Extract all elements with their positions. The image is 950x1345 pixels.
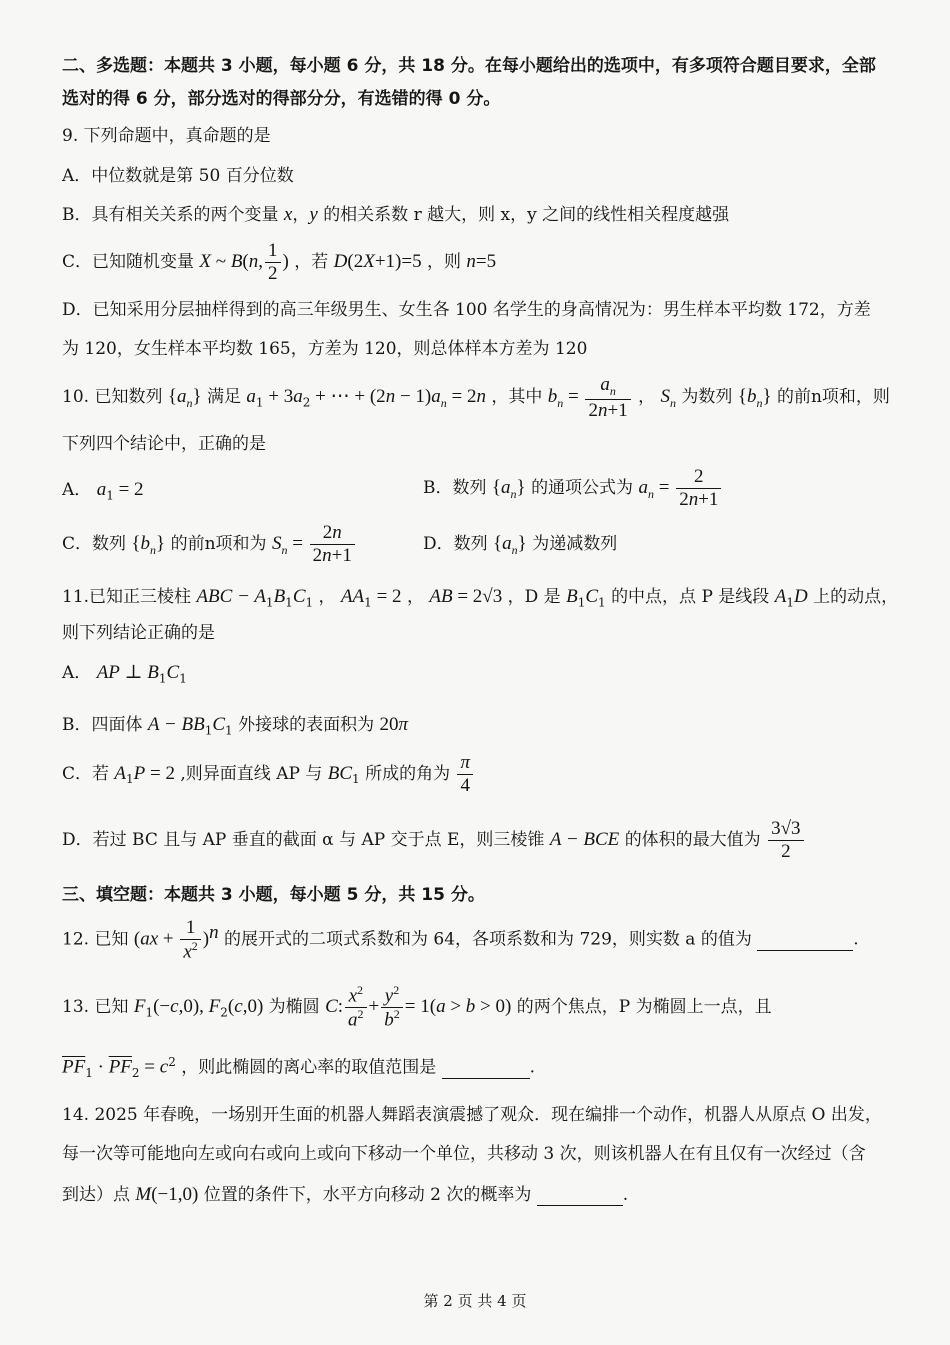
q9-c-mid: ，若 — [294, 251, 329, 272]
q11-c-post: 所成的角为 — [365, 763, 451, 784]
fraction: $\frac{1}{2}$ — [265, 240, 281, 285]
q10-stem-mid: 满足 — [207, 387, 242, 408]
q11-a-pre: A． — [62, 663, 92, 683]
q14-line2: 每一次等可能地向左或向右或向上或向下移动一个单位，共移动 3 次，则该机器人在有且仅有一次经过（含 — [62, 1144, 866, 1164]
answer-blank[interactable] — [442, 1058, 530, 1079]
q13-post: 的两个焦点，P 为椭圆上一点，且 — [516, 997, 772, 1018]
q12-pre: 12. 已知 — [62, 929, 129, 950]
q9-b-pre: B．具有相关关系的两个变量 — [62, 205, 279, 225]
q10-b-mid: 的通项公式为 — [531, 477, 634, 498]
q10-d-pre: D．数列 — [423, 534, 488, 554]
q14-line3-post: 位置的条件下，水平方向移动 2 次的概率为 — [203, 1185, 532, 1205]
q11-option-b: B．四面体 $A - BB_1C_1$ 外接球的表面积为 20π — [62, 714, 409, 738]
q11-stem-line2: 则下列结论正确的是 — [62, 623, 215, 643]
q11-stem-mid2: ， — [406, 587, 424, 607]
section2-header-line1: 二、多选题：本题共 3 小题，每小题 6 分，共 18 分。在每小题给出的选项中，有多项符合题目要求，全部 — [62, 56, 876, 76]
q10-a-pre: A． — [62, 480, 92, 500]
q11-stem-mid3: ，D 是 — [507, 587, 561, 607]
fraction: $\frac{y^2}{b^2}$ — [381, 984, 403, 1031]
fraction: $\frac{2}{2n+1}$ — [676, 466, 721, 511]
q9-option-d-line2: 为 120，女生样本平均数 165，方差为 120，则总体样本方差为 120 — [62, 339, 588, 359]
q10-stem-post: 为数列 — [681, 387, 733, 408]
fraction: $\frac{\pi}{4}$ — [457, 752, 473, 797]
q13-pre: 13. 已知 — [62, 997, 129, 1018]
q14-end: . — [622, 1185, 629, 1205]
q11-stem-mid1: ， — [318, 587, 336, 607]
q10-option-c: C．数列 $\{b_n\}$ 的前n项和为 $S_n$ = $\frac{2n}{2n+1}$ — [62, 522, 357, 567]
fraction: $\frac{x^2}{a^2}$ — [345, 984, 367, 1031]
q9-c-post: ，则 — [426, 251, 461, 272]
q12-post: 的展开式的二项式系数和为 64，各项系数和为 729，则实数 a 的值为 — [224, 929, 752, 950]
q13-mid: 为椭圆 — [268, 997, 320, 1018]
page-footer: 第 2 页 共 4 页 — [423, 1292, 527, 1310]
q10-d-post: 为递减数列 — [532, 534, 618, 554]
q9-option-a: A．中位数就是第 50 百分位数 — [62, 166, 294, 186]
q10-c-pre: C．数列 — [62, 533, 127, 554]
q11-b-post: 外接球的表面积为 — [238, 715, 375, 735]
q10-stem-mid3: ， — [638, 387, 656, 408]
q10-stem: 10. 已知数列 $\{a_n\}$ 满足 $a_1 + 3a_2$ + ⋯ + $(2n - 1)a_n = 2n$ ，其中 $b_n$ = $\frac{a_n}{2n+1}$ ， $S_n$ 为数列 $\{b_n\}$ 的前n项和，则 — [62, 374, 890, 421]
q14-line1: 14. 2025 年春晚，一场别开生面的机器人舞蹈表演震撼了观众．现在编排一个动作，机器人从原点 O 出发， — [62, 1105, 882, 1125]
q12-end: . — [853, 929, 859, 950]
q11-c-pre: C．若 — [62, 763, 110, 784]
q11-stem-mid4: 的中点，点 P 是线段 — [611, 587, 770, 607]
q11-stem-pre: 11.已知正三棱柱 — [62, 587, 192, 607]
q9-c-pre: C．已知随机变量 — [62, 251, 195, 272]
q10-option-a: A． $a_1 = 2$ — [62, 479, 144, 503]
q10-stem-mid2: ，其中 — [491, 387, 543, 408]
q13-line2: $\overline{PF}_1 \cdot \overline{PF}_2 = c^2$ ，则此椭圆的离心率的取值范围是 . — [62, 1055, 536, 1081]
q11-d-post: 的体积的最大值为 — [624, 829, 761, 850]
q14-line3-pre: 到达）点 — [62, 1185, 130, 1205]
q12: 12. 已知 (ax + $\frac{1}{x^2}$ )$^n$ 的展开式的二项式系数和为 64，各项系数和为 729，则实数 a 的值为 . — [62, 917, 859, 963]
q13-end: . — [529, 1057, 536, 1078]
q10-stem-line2: 下列四个结论中，正确的是 — [62, 434, 266, 454]
q11-option-c: C．若 $A_1P = 2$ ,则异面直线 AP 与 $BC_1$ 所成的角为 $\frac{\pi}{4}$ — [62, 752, 475, 797]
section2-header-line2: 选对的得 6 分，部分选对的得部分分，有选错的得 0 分。 — [62, 89, 501, 109]
q10-stem-pre: 10. 已知数列 — [62, 387, 163, 408]
q11-option-d: D．若过 BC 且与 AP 垂直的截面 α 与 AP 交于点 E，则三棱锥 A − BCE 的体积的最大值为 $\frac{3√3}{2}$ — [62, 818, 806, 863]
q9-b-vars: x — [283, 204, 293, 225]
q11-d-pre: D．若过 BC 且与 AP 垂直的截面 α 与 AP 交于点 E，则三棱锥 — [62, 829, 545, 850]
q9-b-post: 的相关系数 r 越大，则 x，y 之间的线性相关程度越强 — [323, 205, 730, 225]
q9-option-d-line1: D．已知采用分层抽样得到的高三年级男生、女生各 100 名学生的身高情况为：男生样本平均数 172，方差 — [62, 300, 871, 320]
q14-line3: 到达）点 M(−1,0) 位置的条件下，水平方向移动 2 次的概率为 . — [62, 1184, 629, 1205]
q11-b-pre: B．四面体 — [62, 715, 143, 735]
answer-blank[interactable] — [537, 1185, 623, 1206]
q13-line1: 13. 已知 $F_1(-c,0)$, $F_2(c,0)$ 为椭圆 C: $\frac{x^2}{a^2}$ + $\frac{y^2}{b^2}$ = 1(a > b > 0) 的两个焦点，P 为椭圆上一点，且 — [62, 983, 772, 1031]
q10-b-pre: B．数列 — [423, 477, 487, 498]
q10-c-mid: 的前n项和为 — [170, 533, 267, 554]
q10-option-d: D．数列 $\{a_n\}$ 为递减数列 — [423, 533, 618, 557]
q9-option-b: B．具有相关关系的两个变量 x，y 的相关系数 r 越大，则 x，y 之间的线性相关程度越强 — [62, 204, 730, 225]
q11-stem: 11.已知正三棱柱 ABC − $A_1B_1C_1$ ， $AA_1 = 2$ ， AB = 2√3 ，D 是 $B_1C_1$ 的中点，点 P 是线段 $A_1D$ 上的动点， — [62, 586, 899, 610]
section3-header: 三、填空题：本题共 3 小题，每小题 5 分，共 15 分。 — [62, 885, 485, 905]
q11-option-a: A． AP ⊥ $B_1C_1$ — [62, 662, 187, 686]
q13-line2-post: ，则此椭圆的离心率的取值范围是 — [181, 1057, 437, 1078]
fraction: $\frac{a_n}{2n+1}$ — [585, 374, 630, 421]
fraction: $\frac{3√3}{2}$ — [768, 818, 803, 863]
fraction: $\frac{2n}{2n+1}$ — [310, 522, 355, 567]
q10-stem-end: 的前n项和，则 — [776, 387, 890, 408]
q11-c-mid: ,则异面直线 AP 与 — [180, 763, 323, 784]
answer-blank[interactable] — [757, 930, 853, 951]
q9-stem: 9. 下列命题中，真命题的是 — [62, 126, 271, 146]
fraction: $\frac{1}{x^2}$ — [180, 917, 200, 963]
q10-option-b: B．数列 $\{a_n\}$ 的通项公式为 $a_n$ = $\frac{2}{2n+1}$ — [423, 466, 723, 511]
q11-stem-end: 上的动点， — [813, 587, 899, 607]
q9-option-c: C．已知随机变量 X ~ B(n, $\frac{1}{2}$ ) ，若 D(2X+1)=5 ，则 n=5 — [62, 240, 497, 284]
